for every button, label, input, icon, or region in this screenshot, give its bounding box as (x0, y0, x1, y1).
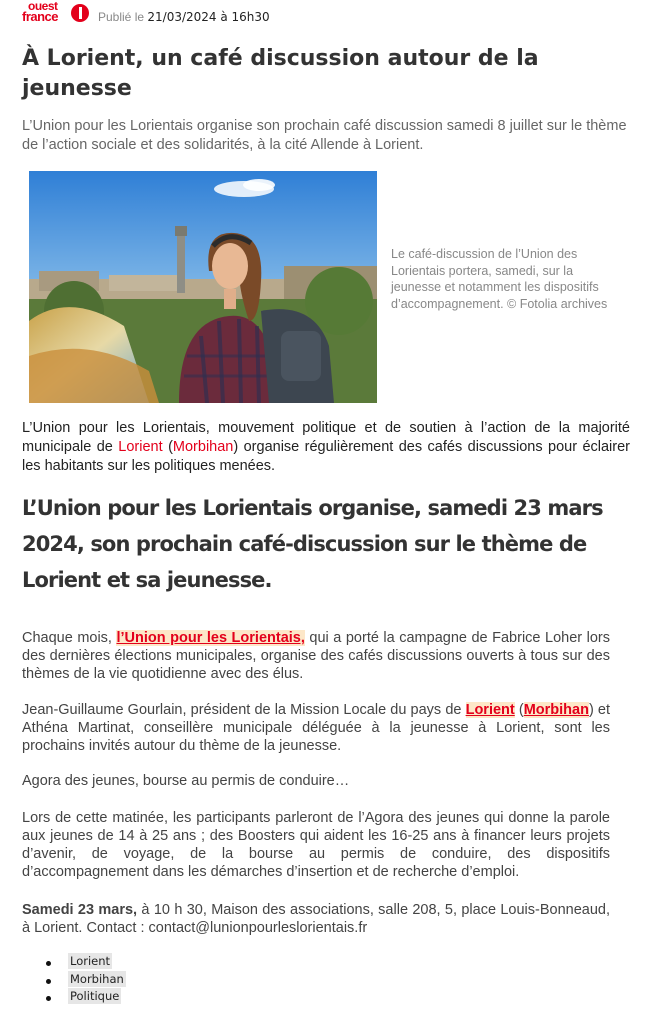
link-morbihan-2[interactable]: Morbihan (523, 702, 589, 718)
tag-list (22, 954, 126, 1007)
link-morbihan[interactable]: Morbihan (172, 439, 234, 455)
intro-text-1: L’Union pour les Lorientais, mouvement politique et de soutien à l’action de la majorité municipale de (22, 420, 630, 455)
monthly-before: Chaque mois, (22, 630, 117, 646)
monthly-after: qui a porté la campagne de Fabrice Loher lors des dernières élections municipales, organise des cafés discussions ouverts à tous sur des thèmes de la vie quotidienne avec des élus. (22, 630, 610, 682)
tag-item[interactable] (22, 972, 126, 990)
paragraph-monthly (22, 629, 610, 683)
site-header (22, 2, 622, 26)
article-intro (22, 419, 630, 476)
paragraph-practical (22, 901, 610, 937)
paragraph-program: Lors de cette matinée, les participants parleront de l’Agora des jeunes qui donne la parole aux jeunes de 14 à 25 ans ; des Boosters qui aident les 16-25 ans à financer leurs projets d’avenir, de voyage, de la bourse au permis de conduire, des dispositifs d’accompagnement dans les démarches d’insertion et de recherche d’emploi. (22, 810, 610, 880)
event-details: à 10 h 30, Maison des associations, salle 208, 5, place Louis-Bonneaud, à Lorient. Contact : contact@lunionpourleslorientais.fr (22, 902, 610, 936)
intro-text-2: ) organise régulièrement des cafés discussions pour éclairer les habitants sur les politiques menées. (22, 439, 631, 474)
guests-before: Jean-Guillaume Gourlain, président de la Mission Locale du pays de (22, 702, 466, 718)
link-lorient[interactable]: Lorient (118, 439, 163, 455)
logo-mark-icon (71, 4, 89, 22)
tag-item[interactable] (22, 989, 126, 1007)
guests-paren: ( (514, 702, 524, 718)
logo-text-top: ouest (28, 0, 58, 13)
article-subheading: Agora des jeunes, bourse au permis de conduire… (22, 773, 350, 789)
intro-paren: ( (162, 439, 173, 455)
guests-after: ) et Athéna Martinat, conseillère municipale déléguée à la jeunesse à Lorient, sont les prochains invités autour du thème de la jeunesse. (22, 702, 611, 754)
publish-date: 21/03/2024 à 16h30 (147, 10, 270, 24)
logo-text-bottom: france (22, 9, 59, 24)
photo-illustration (29, 171, 377, 403)
tag-label[interactable]: Morbihan (70, 971, 124, 986)
publish-prefix: Publié le (98, 10, 145, 24)
tag-item[interactable] (22, 954, 126, 972)
link-union-lorientais[interactable]: l’Union pour les Lorientais, (116, 630, 305, 646)
article-photo (29, 171, 377, 403)
tag-label[interactable]: Lorient (70, 954, 111, 968)
publish-info (98, 10, 270, 24)
ouest-france-logo[interactable] (22, 2, 94, 24)
photo-caption: Le café-discussion de l’Union des Lorientais portera, samedi, sur la jeunesse et notamment les dispositifs d’accompagnement. © Fotolia archives (391, 247, 608, 311)
article-lead: L’Union pour les Lorientais organise son prochain café discussion samedi 8 juillet sur le thème de l’action sociale et des solidarités, à la cité Allende à Lorient. (22, 118, 627, 153)
event-date: Samedi 23 mars, (22, 902, 138, 918)
paragraph-guests (22, 701, 610, 755)
link-lorient-2[interactable]: Lorient (465, 702, 515, 718)
tag-label[interactable]: Politique (70, 989, 120, 1003)
article-title: À Lorient, un café discussion autour de la jeunesse (22, 46, 539, 101)
article-headline: L’Union pour les Lorientais organise, samedi 23 mars 2024, son prochain café-discussion sur le thème de Lorient et sa jeunesse. (22, 496, 603, 592)
